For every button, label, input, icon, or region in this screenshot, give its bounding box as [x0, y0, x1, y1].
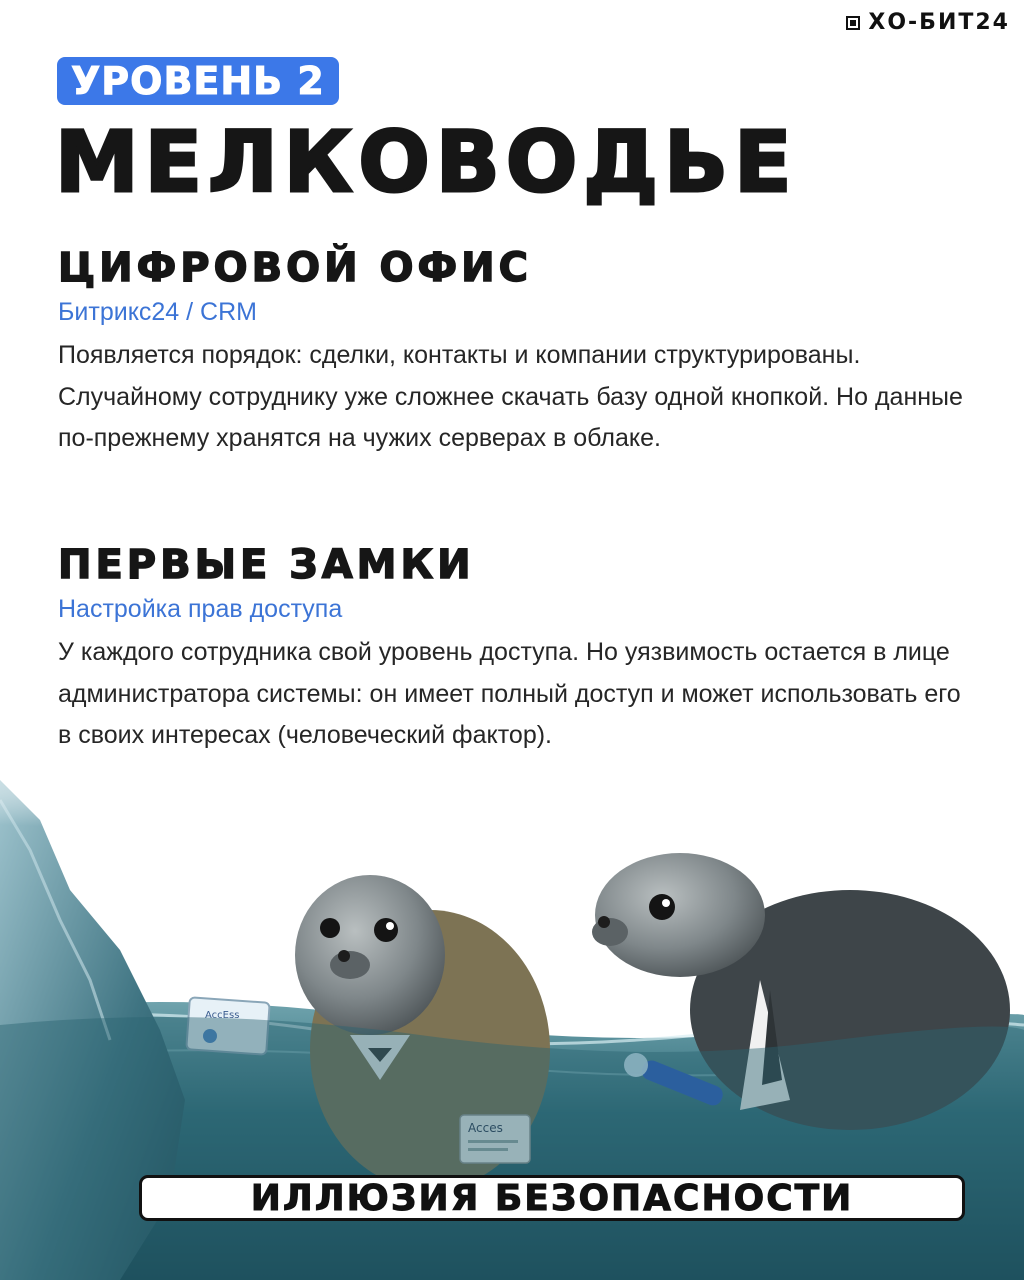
section-body: Появляется порядок: сделки, контакты и компании структурированы. Случайному сотруднику уже сложнее скачать базу одной кнопкой. Но данные по-прежнему хранятся на чужих серверах в облаке. — [58, 341, 963, 452]
brand-name: ХО-БИТ24 — [868, 10, 1010, 35]
square-icon — [846, 16, 860, 30]
card-text: AccEss — [205, 1010, 240, 1021]
section-title: ЦИФРОВОЙ ОФИС — [58, 245, 532, 291]
section-first-locks — [58, 540, 978, 757]
section-subtitle: Битрикс24 / CRM — [58, 298, 257, 326]
level-badge: УРОВЕНЬ 2 — [57, 57, 339, 105]
section-digital-office — [58, 243, 978, 460]
section-body: У каждого сотрудника свой уровень доступа. Но уязвимость остается в лице администратора системы: он имеет полный доступ и может использовать его в своих интересах (человеческий фактор). — [58, 638, 961, 749]
badge-text: Acces — [468, 1121, 503, 1135]
section-subtitle: Настройка прав доступа — [58, 595, 343, 623]
page-title: МЕЛКОВОДЬЕ — [55, 113, 798, 211]
brand-logo — [846, 10, 1010, 35]
tagline-banner: ИЛЛЮЗИЯ БЕЗОПАСНОСТИ — [139, 1175, 965, 1221]
section-title: ПЕРВЫЕ ЗАМКИ — [58, 542, 475, 588]
